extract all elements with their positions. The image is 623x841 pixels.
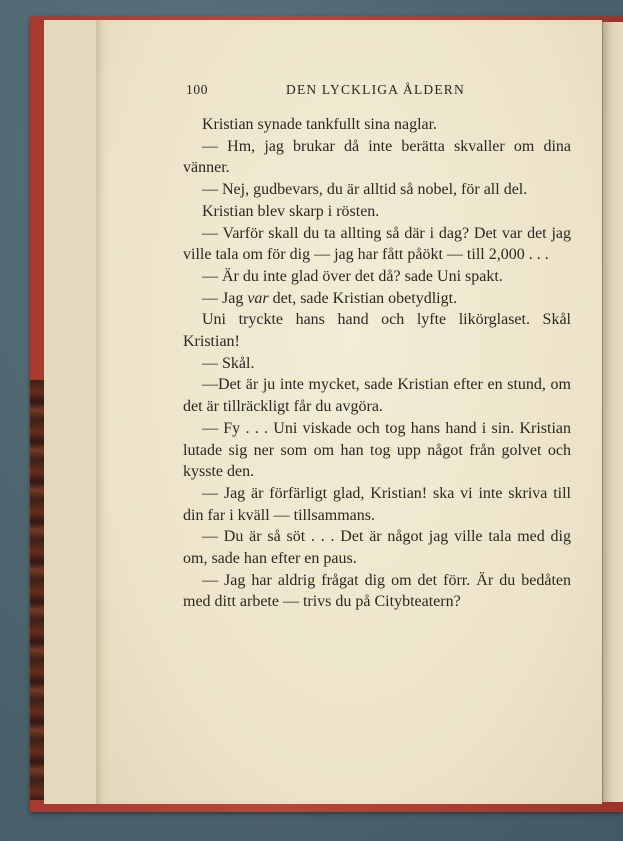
paragraph: —Det är ju inte mycket, sade Kristian efter en stund, om det är tillräckligt får du avgöra.: [183, 376, 571, 416]
paragraph: — Hm, jag brukar då inte berätta skvaller om dina vänner.: [183, 137, 571, 177]
paragraph: — Varför skall du ta allting så där i dag? Det var det jag ville tala om för dig — jag har fått påökt — till 2,000 . . .: [183, 224, 571, 264]
paragraph-part: — Jag: [202, 289, 248, 307]
paragraph: — Jag är förfärligt glad, Kristian! ska vi inte skriva till din far i kväll — tillsammans.: [183, 484, 571, 524]
paragraph: Kristian synade tankfullt sina naglar.: [202, 116, 438, 133]
paragraph: — Du är så söt . . . Det är något jag ville tala med dig om, sade han efter en paus.: [183, 528, 571, 568]
paragraph: — Jag har aldrig frågat dig om det förr. Är du bedåten med ditt arbete — trivs du på Citybteatern?: [183, 571, 571, 611]
paragraph: [183, 288, 571, 310]
page-number: 100: [186, 82, 209, 97]
paragraph-part: det, sade Kristian obetydligt.: [268, 289, 458, 307]
page-edges-right: [602, 22, 623, 802]
emphasized-word: var: [247, 289, 269, 307]
paragraph: Kristian blev skarp i rösten.: [202, 202, 380, 220]
paragraph: — Nej, gudbevars, du är alltid så nobel, för all del.: [202, 181, 528, 199]
paragraph: — Fy . . . Uni viskade och tog hans hand i sin. Kristian lutade sig ner som om han tog upp något från golvet och kysste den.: [183, 419, 571, 481]
paragraph: — Skål.: [202, 354, 255, 372]
body-text: [183, 114, 571, 613]
page-header: [186, 82, 572, 100]
paragraph: — Är du inte glad över det då? sade Uni spakt.: [202, 267, 503, 285]
running-title: DEN LYCKLIGA ÅLDERN: [286, 82, 465, 97]
marbled-endpaper: [30, 380, 44, 800]
paragraph: Uni tryckte hans hand och lyfte likörglaset. Skål Kristian!: [183, 311, 571, 351]
page-edges-left: [44, 20, 101, 804]
